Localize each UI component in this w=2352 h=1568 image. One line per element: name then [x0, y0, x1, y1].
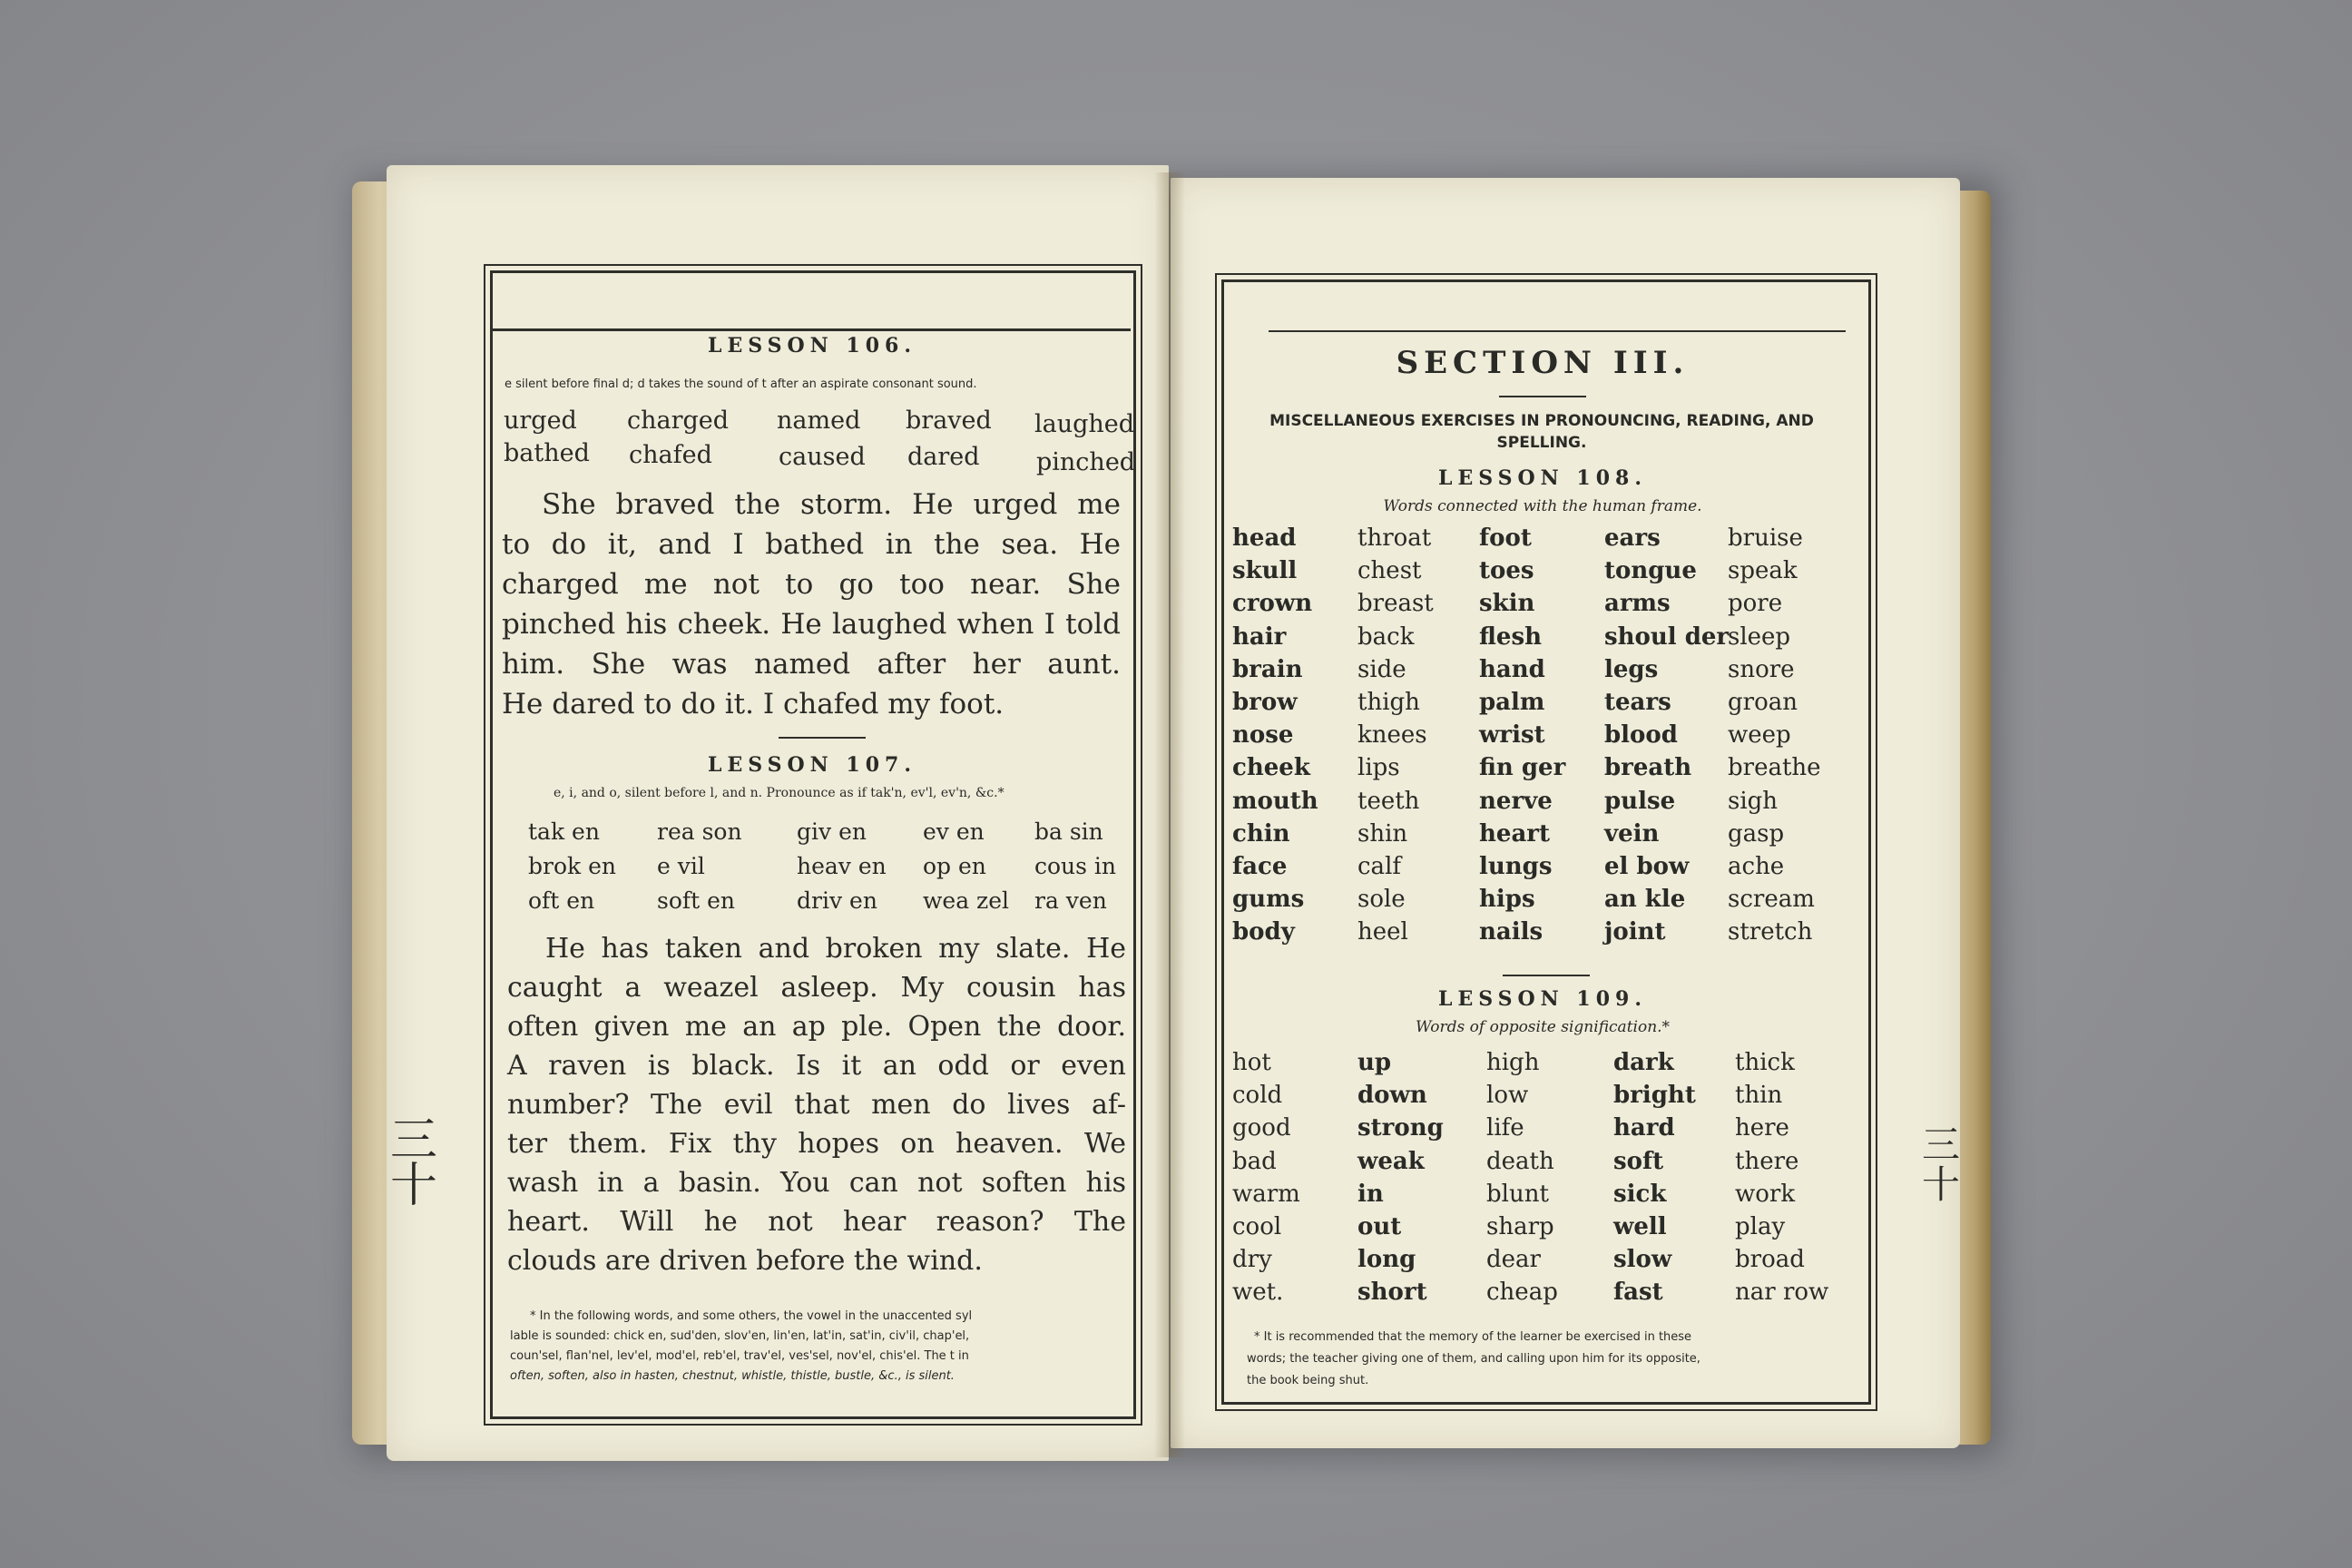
word: brain — [1232, 655, 1303, 683]
word: calf — [1357, 853, 1402, 880]
word: hair — [1232, 622, 1287, 651]
word: vein — [1604, 819, 1660, 848]
word: giv en — [797, 818, 867, 845]
word: tears — [1604, 689, 1671, 716]
word: crown — [1232, 590, 1313, 618]
word: bruise — [1728, 524, 1803, 552]
word: speak — [1728, 557, 1798, 585]
word: strong — [1357, 1114, 1444, 1142]
word: hips — [1479, 886, 1535, 914]
footnote-line: often, soften, also in hasten, chestnut, whistle, thistle, bustle, &c., is silent. — [510, 1369, 955, 1383]
word: chafed — [629, 441, 712, 469]
word: shin — [1357, 819, 1408, 848]
lesson-108-caption: Words connected with the human frame. — [1383, 497, 1702, 515]
prose-line: ter them. Fix thy hopes on heaven. We — [507, 1128, 1126, 1160]
word: flesh — [1479, 622, 1542, 651]
word: tak en — [528, 818, 600, 845]
word: warm — [1232, 1180, 1300, 1208]
prose-line: him. She was named after her aunt. — [502, 648, 1121, 681]
word: long — [1357, 1246, 1416, 1274]
left-margin-mark: 三十 — [389, 1113, 437, 1213]
lesson-106-rule: e silent before final d; d takes the sound of t after an aspirate consonant sound. — [505, 377, 977, 391]
prose-line: He has taken and broken my slate. He — [545, 933, 1126, 965]
word: sharp — [1486, 1213, 1554, 1240]
word: dared — [907, 443, 980, 471]
lesson-107-footnote — [510, 1307, 1131, 1387]
word: gums — [1232, 886, 1305, 914]
word: tongue — [1604, 557, 1697, 585]
word: named — [777, 407, 861, 435]
prose-line: charged me not to go too near. She — [502, 568, 1121, 601]
word: dear — [1486, 1246, 1541, 1274]
lesson-107-title: LESSON 107. — [707, 753, 917, 777]
word: slow — [1613, 1246, 1672, 1274]
footnote-line: * It is recommended that the memory of the learner be exercised in these — [1254, 1330, 1692, 1344]
word: wea zel — [923, 887, 1010, 914]
lesson-109-footnote — [1247, 1327, 1857, 1392]
word: weak — [1357, 1147, 1425, 1175]
word: cous in — [1034, 853, 1117, 879]
prose-line: pinched his cheek. He laughed when I told — [502, 608, 1121, 641]
word: chest — [1357, 557, 1422, 585]
word: hand — [1479, 655, 1545, 683]
lesson-106-title: LESSON 106. — [707, 334, 917, 358]
lesson-divider — [1503, 975, 1590, 976]
word: in — [1357, 1180, 1384, 1208]
word: play — [1735, 1213, 1786, 1240]
word: ache — [1728, 853, 1785, 880]
book-gutter — [1154, 172, 1185, 1457]
word: el bow — [1604, 853, 1690, 880]
word: ra ven — [1034, 887, 1107, 914]
word: well — [1613, 1213, 1667, 1240]
word: skin — [1479, 590, 1535, 618]
prose-line: She braved the storm. He urged me — [542, 488, 1121, 521]
word: nose — [1232, 721, 1294, 750]
prose-line: to do it, and I bathed in the sea. He — [502, 528, 1121, 561]
word: sole — [1357, 886, 1406, 914]
word: mouth — [1232, 787, 1318, 815]
word: cheap — [1486, 1279, 1558, 1307]
word: wet. — [1232, 1279, 1284, 1307]
word: cheek — [1232, 754, 1310, 782]
word: sick — [1613, 1180, 1667, 1208]
word: heel — [1357, 918, 1408, 946]
section-subtitle — [1238, 410, 1846, 454]
footnote-line: the book being shut. — [1247, 1374, 1369, 1387]
word: blood — [1604, 721, 1678, 750]
word: hard — [1613, 1114, 1675, 1142]
lesson-109-caption: Words of opposite signification.* — [1415, 1018, 1671, 1036]
word: blunt — [1486, 1180, 1549, 1208]
word: body — [1232, 918, 1295, 946]
prose-line: He dared to do it. I chafed my foot. — [502, 688, 1004, 720]
word: fin ger — [1479, 754, 1566, 782]
lesson-107-rule: e, i, and o, silent before l, and n. Pronounce as if tak'n, ev'l, ev'n, &c.* — [554, 786, 1004, 800]
prose-line: clouds are driven before the wind. — [507, 1245, 983, 1277]
word: short — [1357, 1279, 1427, 1307]
word: rea son — [657, 818, 742, 845]
word: breath — [1604, 754, 1692, 782]
word: work — [1735, 1180, 1796, 1208]
word: death — [1486, 1147, 1554, 1175]
word: heav en — [797, 853, 887, 879]
footnote-line: * In the following words, and some others, the vowel in the unaccented syl — [530, 1309, 973, 1323]
word: op en — [923, 853, 986, 879]
prose-line: A raven is black. Is it an odd or even — [507, 1050, 1126, 1082]
word: cool — [1232, 1213, 1282, 1240]
word: groan — [1728, 689, 1798, 716]
word: oft en — [528, 887, 595, 914]
footnote-line: words; the teacher giving one of them, and calling upon him for its opposite, — [1247, 1352, 1700, 1366]
lesson-divider — [779, 737, 866, 739]
word: knees — [1357, 721, 1427, 750]
word: an kle — [1604, 886, 1686, 914]
word: soft en — [657, 887, 736, 914]
word: braved — [906, 407, 992, 435]
word: foot — [1479, 524, 1532, 552]
word: out — [1357, 1213, 1402, 1240]
word: broad — [1735, 1246, 1805, 1274]
word: bathed — [504, 439, 590, 467]
right-margin-mark: 三十 — [1921, 1122, 1960, 1207]
word: ears — [1604, 524, 1661, 552]
word: brow — [1232, 689, 1298, 716]
section-title: SECTION III. — [1396, 345, 1690, 381]
word: thick — [1735, 1049, 1795, 1076]
word: brok en — [528, 853, 616, 879]
word: nails — [1479, 918, 1544, 946]
word: toes — [1479, 557, 1534, 585]
word: sigh — [1728, 787, 1779, 815]
lesson-109-word-table — [1232, 1049, 1858, 1321]
prose-line: caught a weazel asleep. My cousin has — [507, 972, 1126, 1004]
word: breathe — [1728, 754, 1821, 782]
word: hot — [1232, 1049, 1271, 1076]
word: face — [1232, 853, 1288, 880]
prose-line: often given me an ap ple. Open the door. — [507, 1011, 1126, 1043]
word: charged — [627, 407, 730, 435]
word: low — [1486, 1082, 1529, 1110]
section-title-rule — [1499, 396, 1586, 397]
word: fast — [1613, 1279, 1663, 1307]
word: stretch — [1728, 918, 1813, 946]
word: lips — [1357, 754, 1400, 782]
word: weep — [1728, 721, 1791, 750]
word: scream — [1728, 886, 1815, 914]
prose-line: wash in a basin. You can not soften his — [507, 1167, 1126, 1199]
word: cold — [1232, 1082, 1283, 1110]
word: skull — [1232, 557, 1298, 585]
word: nar row — [1735, 1279, 1829, 1307]
word: soft — [1613, 1147, 1664, 1175]
lesson-108-word-table — [1232, 524, 1858, 960]
lesson-109-title: LESSON 109. — [1437, 987, 1648, 1011]
prose-line: number? The evil that men do lives af- — [507, 1089, 1126, 1121]
word: dry — [1232, 1246, 1272, 1274]
word: bad — [1232, 1147, 1277, 1175]
word: thigh — [1357, 689, 1420, 716]
word: arms — [1604, 590, 1671, 618]
word: urged — [504, 407, 577, 435]
word: up — [1357, 1049, 1392, 1076]
word: wrist — [1479, 721, 1545, 750]
word: pulse — [1604, 787, 1676, 815]
footnote-line: lable is sounded: chick en, sud'den, slov'en, lin'en, lat'in, sat'in, civ'il, chap'el, — [510, 1329, 970, 1343]
word: pinched — [1036, 448, 1136, 476]
footnote-line: coun'sel, flan'nel, lev'el, mod'el, reb'el, trav'el, ves'sel, nov'el, chis'el. The t in — [510, 1349, 969, 1363]
word: pore — [1728, 590, 1783, 618]
word: e vil — [657, 853, 705, 879]
word: good — [1232, 1114, 1291, 1142]
word: high — [1486, 1049, 1540, 1076]
word: teeth — [1357, 787, 1420, 815]
word: sleep — [1728, 622, 1791, 651]
word: nerve — [1479, 787, 1553, 815]
section-subtitle-line: SPELLING. — [1496, 434, 1587, 452]
word: ev en — [923, 818, 985, 845]
word: throat — [1357, 524, 1432, 552]
word: joint — [1604, 918, 1666, 946]
word: caused — [779, 443, 866, 471]
word: heart — [1479, 819, 1550, 848]
word: laughed — [1034, 410, 1135, 438]
word: chin — [1232, 819, 1290, 848]
word: there — [1735, 1147, 1799, 1175]
right-header-rule — [1269, 330, 1846, 332]
word: lungs — [1479, 853, 1553, 880]
prose-line: heart. Will he not hear reason? The — [507, 1206, 1126, 1238]
word: driv en — [797, 887, 877, 914]
lesson-108-title: LESSON 108. — [1437, 466, 1648, 490]
lesson-107-reading — [507, 929, 1126, 1280]
word: shoul der — [1604, 622, 1730, 651]
word: thin — [1735, 1082, 1783, 1110]
word: palm — [1479, 689, 1545, 716]
word: breast — [1357, 590, 1434, 618]
word: life — [1486, 1114, 1524, 1142]
word: side — [1357, 655, 1406, 683]
word: bright — [1613, 1082, 1696, 1110]
word: down — [1357, 1082, 1427, 1110]
word: legs — [1604, 655, 1659, 683]
word: head — [1232, 524, 1297, 552]
word: here — [1735, 1114, 1789, 1142]
word: ba sin — [1034, 818, 1103, 845]
word: snore — [1728, 655, 1795, 683]
lesson-106-reading — [502, 485, 1121, 724]
word: back — [1357, 622, 1415, 651]
word: gasp — [1728, 819, 1785, 848]
word: dark — [1613, 1049, 1674, 1076]
left-header-rule — [493, 328, 1131, 331]
section-subtitle-line: MISCELLANEOUS EXERCISES IN PRONOUNCING, READING, AND — [1269, 412, 1814, 430]
